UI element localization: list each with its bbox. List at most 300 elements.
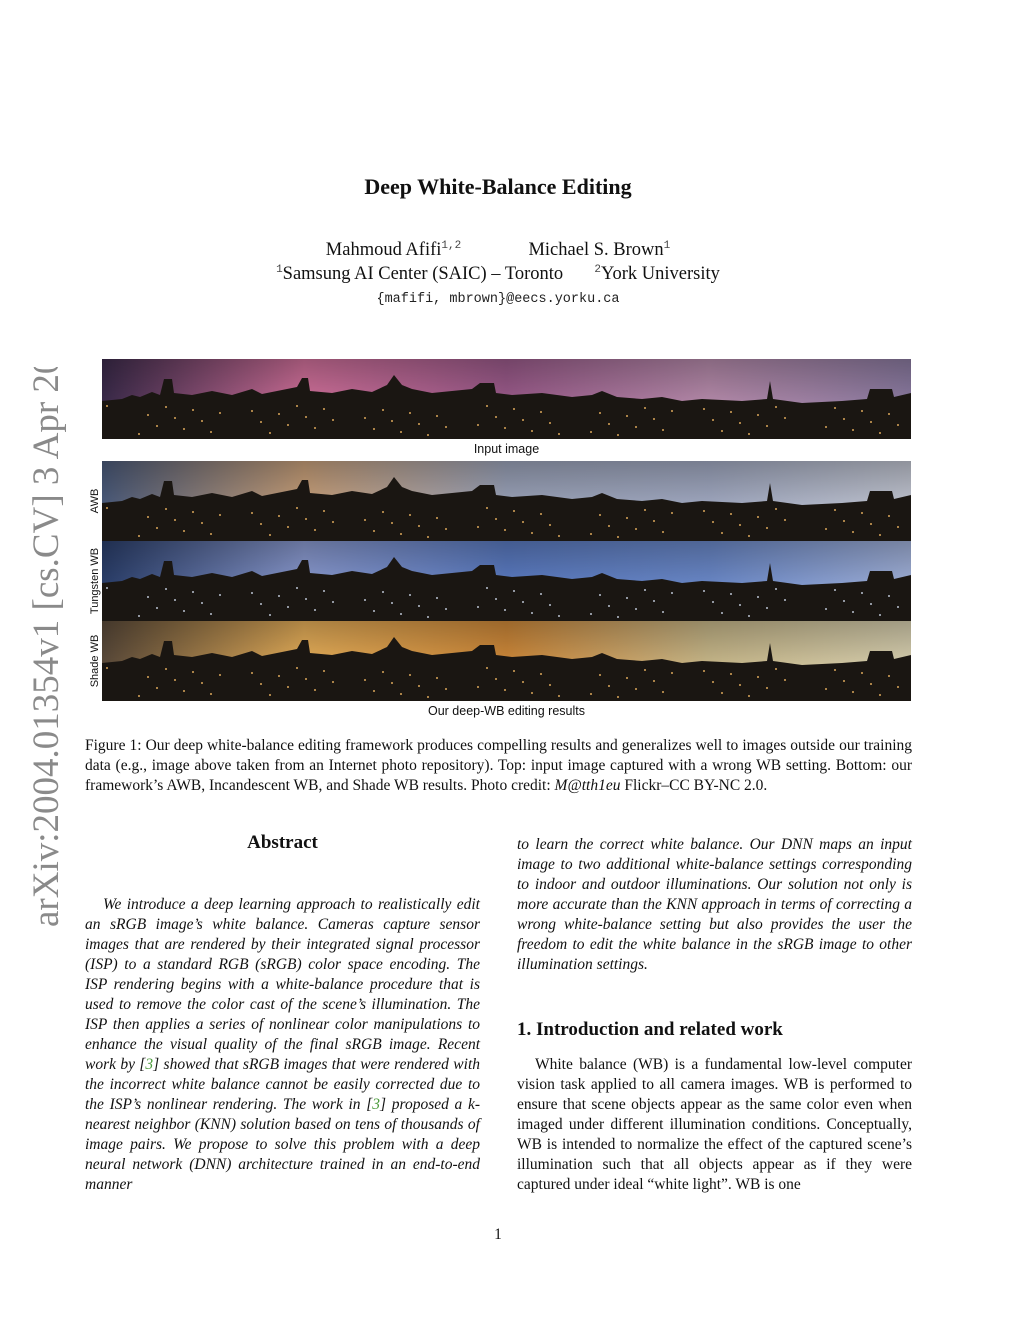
row-label-text: Tungsten WB [89,547,101,615]
window-light [183,610,185,612]
figure-caption [85,736,912,796]
window-light [287,424,289,426]
window-light [766,425,768,427]
window-light [617,696,619,698]
window-light [504,689,506,691]
window-light [314,609,316,611]
abstract-continuation: to learn the correct white balance. Our DNN maps an input image to two additional white-balance settings corresponding to indoor and outdoor illuminations. Our solution not only is more accurate than the KNN approach in terms of correcting a wrong white-balance setting but also provides the user the freedom to edit the white balance in the sRGB image to other illumination settings. [517,836,912,973]
window-light [784,519,786,521]
window-light [296,587,298,589]
window-light [269,534,271,536]
window-light [730,411,732,413]
window-light [364,519,366,521]
window-light [757,596,759,598]
window-light [784,599,786,601]
window-light [418,423,420,425]
window-light [296,507,298,509]
window-light [662,691,664,693]
window-light [653,418,655,420]
skyline-panorama [102,541,911,621]
window-light [210,533,212,535]
window-light [409,412,411,414]
window-light [870,421,872,423]
window-light [590,431,592,433]
window-light [260,683,262,685]
window-light [391,602,393,604]
author-name: Mahmoud Afifi [325,240,442,260]
window-light [513,590,515,592]
window-light [662,429,664,431]
window-light [495,416,497,418]
window-light [662,611,664,613]
window-light [486,667,488,669]
window-light [251,410,253,412]
window-light [486,587,488,589]
window-light [843,418,845,420]
window-light [540,513,542,515]
window-light [174,519,176,521]
author-affil-sup: 1 [663,240,671,252]
window-light [721,692,723,694]
window-light [766,527,768,529]
author-list [0,240,996,261]
window-light [757,516,759,518]
citation-link[interactable]: 3 [145,1056,154,1073]
window-light [436,677,438,679]
window-light [644,509,646,511]
window-light [418,685,420,687]
window-light [436,597,438,599]
row-label-tungsten [80,541,106,621]
window-light [477,424,479,426]
window-light [278,413,280,415]
window-light [852,611,854,613]
window-light [106,667,108,669]
window-light [522,681,524,683]
window-light [251,672,253,674]
window-light [739,684,741,686]
window-light [260,523,262,525]
window-light [897,526,899,528]
caption-credit: M@tth1eu [554,777,621,794]
window-light [165,508,167,510]
window-light [210,693,212,695]
caption-text: Figure 1: Our deep white-balance editing framework produces compelling results and generalizes well to images outside our training data (e.g., image above taken from an Internet photo repository). Top: input image captured with a wrong WB setting. Bottom: our framework’s AWB, Incandescent WB, and Shade WB results. Photo credit: [85,737,912,794]
window-light [712,521,714,523]
row-label-awb [80,461,106,541]
row-label-shade [80,621,106,701]
window-light [626,677,628,679]
window-light [784,417,786,419]
window-light [888,595,890,597]
window-light [332,601,334,603]
window-light [427,434,429,436]
window-light [504,609,506,611]
window-light [269,694,271,696]
window-light [775,508,777,510]
window-light [323,408,325,410]
window-light [644,669,646,671]
window-light [739,524,741,526]
window-light [391,522,393,524]
window-light [861,410,863,412]
window-light [445,608,447,610]
window-light [156,425,158,427]
window-light [400,693,402,695]
window-light [626,517,628,519]
window-light [879,534,881,536]
window-light [251,512,253,514]
window-light [540,673,542,675]
affiliation-name: Samsung AI Center (SAIC) – Toronto [282,264,564,284]
citation-link[interactable]: 3 [372,1096,381,1113]
window-light [608,685,610,687]
window-light [373,690,375,692]
window-light [775,406,777,408]
window-light [653,680,655,682]
window-light [138,695,140,697]
window-light [305,416,307,418]
window-light [730,593,732,595]
window-light [739,422,741,424]
window-light [852,691,854,693]
results-label: Our deep-WB editing results [427,704,585,718]
window-light [314,689,316,691]
window-light [712,681,714,683]
window-light [296,405,298,407]
window-light [445,426,447,428]
window-light [784,679,786,681]
window-light [147,516,149,518]
window-light [653,520,655,522]
window-light [427,616,429,618]
window-light [495,518,497,520]
window-light [287,686,289,688]
window-light [757,676,759,678]
window-light [635,528,637,530]
window-light [391,420,393,422]
skyline-panorama [102,461,911,541]
window-light [522,601,524,603]
window-light [201,602,203,604]
window-light [323,510,325,512]
input-image [102,359,911,439]
window-light [445,528,447,530]
window-light [192,591,194,593]
window-light [730,513,732,515]
window-light [210,613,212,615]
window-light [558,535,560,537]
window-light [888,413,890,415]
abstract-text: ] proposed a k-nearest neighbor (KNN) solution based on tens of thousands of image pairs. We propose to solve this problem with a deep neural network (DNN) architecture trained in an end-to-end manner [85,1096,480,1193]
window-light [296,667,298,669]
caption-text: Flickr–CC BY-NC 2.0. [620,777,768,794]
window-light [305,598,307,600]
affil-sup: 1 [276,264,283,276]
window-light [608,605,610,607]
window-light [870,603,872,605]
window-light [590,613,592,615]
window-light [712,419,714,421]
window-light [879,432,881,434]
window-light [825,426,827,428]
window-light [156,687,158,689]
abstract-text: ] showed that sRGB images that were rendered with the incorrect white balance cannot be easily corrected due to the ISP’s nonlinear rendering. The work in [ [85,1056,480,1113]
window-light [775,668,777,670]
window-light [201,682,203,684]
window-light [644,407,646,409]
window-light [486,507,488,509]
window-light [332,521,334,523]
window-light [504,529,506,531]
window-light [599,674,601,676]
section-heading-introduction: 1. Introduction and related work [517,1019,783,1040]
window-light [879,694,881,696]
window-light [653,600,655,602]
window-light [513,670,515,672]
window-light [477,606,479,608]
window-light [662,531,664,533]
window-light [861,592,863,594]
window-light [599,594,601,596]
window-light [617,434,619,436]
window-light [269,614,271,616]
window-light [703,510,705,512]
window-light [138,535,140,537]
skyline-panorama [102,359,911,439]
window-light [549,684,551,686]
window-light [192,511,194,513]
window-light [201,420,203,422]
window-light [382,591,384,593]
window-light [531,430,533,432]
window-light [260,421,262,423]
window-light [174,679,176,681]
window-light [192,671,194,673]
window-light [635,608,637,610]
window-light [278,515,280,517]
window-light [730,673,732,675]
window-light [531,532,533,534]
window-light [522,419,524,421]
window-light [721,612,723,614]
window-light [382,511,384,513]
arxiv-stamp-text: arXiv:2004.01354v1 [cs.CV] 3 Apr 2020 [26,367,66,927]
window-light [635,688,637,690]
window-light [495,598,497,600]
window-light [409,594,411,596]
window-light [287,606,289,608]
window-light [278,675,280,677]
window-light [748,615,750,617]
window-light [219,514,221,516]
window-light [748,535,750,537]
skyline-panorama [102,621,911,701]
window-light [861,672,863,674]
window-light [671,672,673,674]
window-light [549,422,551,424]
window-light [409,674,411,676]
window-light [332,681,334,683]
window-light [156,607,158,609]
window-light [852,429,854,431]
window-light [477,526,479,528]
window-light [400,533,402,535]
window-light [739,604,741,606]
window-light [210,431,212,433]
window-light [513,408,515,410]
window-light [427,696,429,698]
window-light [888,515,890,517]
window-light [314,529,316,531]
window-light [106,587,108,589]
author-email: {mafifi, mbrown}@eecs.yorku.ca [376,292,620,307]
window-light [106,405,108,407]
window-light [635,426,637,428]
window-light [305,518,307,520]
window-light [540,411,542,413]
window-light [775,588,777,590]
window-light [549,524,551,526]
window-light [703,408,705,410]
window-light [888,675,890,677]
window-light [540,593,542,595]
window-light [400,431,402,433]
window-light [766,687,768,689]
window-light [852,531,854,533]
window-light [183,690,185,692]
window-light [382,409,384,411]
window-light [391,682,393,684]
affil-sup: 2 [594,264,602,276]
window-light [409,514,411,516]
window-light [323,670,325,672]
row-label-text: AWB [89,488,101,514]
window-light [165,406,167,408]
window-light [192,409,194,411]
author-affil-sup: 1,2 [441,240,462,252]
abstract-text: We introduce a deep learning approach to realistically edit an sRGB image’s white balance. Cameras capture sensor images that are rendered by their integrated signal processor (ISP) to a standard RGB (sRGB) color space encoding. The ISP rendering begins with a white-balance procedure that is used to remove the color cast of the scene’s illumination. The ISP then applies a series of nonlinear color manipulations to enhance the visual quality of the final sRGB image. Recent work by [ [85,896,480,1073]
window-light [843,600,845,602]
window-light [748,433,750,435]
window-light [861,512,863,514]
window-light [671,410,673,412]
window-light [558,615,560,617]
shade-result-image [102,621,911,701]
window-light [147,676,149,678]
window-light [879,614,881,616]
window-light [314,427,316,429]
paper-title: Deep White-Balance Editing [364,174,632,199]
window-light [436,415,438,417]
window-light [156,527,158,529]
window-light [323,590,325,592]
window-light [703,670,705,672]
window-light [843,680,845,682]
window-light [106,507,108,509]
window-light [766,607,768,609]
window-light [418,605,420,607]
window-light [183,428,185,430]
window-light [626,415,628,417]
window-light [477,686,479,688]
window-light [834,509,836,511]
window-light [427,536,429,538]
window-light [644,589,646,591]
window-light [147,596,149,598]
window-light [138,433,140,435]
window-light [201,522,203,524]
tungsten-result-image [102,541,911,621]
window-light [278,595,280,597]
window-light [436,517,438,519]
window-light [712,601,714,603]
window-light [364,679,366,681]
window-light [599,412,601,414]
window-light [757,414,759,416]
window-light [373,610,375,612]
window-light [825,528,827,530]
window-light [608,423,610,425]
input-image-label: Input image [473,442,540,456]
window-light [748,695,750,697]
window-light [843,520,845,522]
window-light [671,512,673,514]
window-light [219,412,221,414]
window-light [138,615,140,617]
window-light [531,692,533,694]
abstract-heading: Abstract [247,832,318,853]
window-light [165,668,167,670]
affiliation-list [0,264,996,285]
window-light [549,604,551,606]
window-light [382,671,384,673]
window-light [617,536,619,538]
window-light [373,428,375,430]
window-light [870,523,872,525]
window-light [608,525,610,527]
window-light [558,433,560,435]
window-light [590,533,592,535]
window-light [721,532,723,534]
window-light [364,417,366,419]
page-number: 1 [494,1226,502,1243]
window-light [590,693,592,695]
window-light [174,417,176,419]
window-light [165,588,167,590]
window-light [147,414,149,416]
window-light [703,590,705,592]
awb-result-image [102,461,911,541]
window-light [364,599,366,601]
window-light [522,521,524,523]
window-light [897,424,899,426]
window-light [558,695,560,697]
window-light [825,608,827,610]
window-light [834,407,836,409]
window-light [897,686,899,688]
window-light [834,669,836,671]
window-light [287,526,289,528]
window-light [617,616,619,618]
window-light [599,514,601,516]
window-light [219,594,221,596]
window-light [531,612,533,614]
window-light [626,597,628,599]
window-light [513,510,515,512]
window-light [183,530,185,532]
window-light [445,688,447,690]
